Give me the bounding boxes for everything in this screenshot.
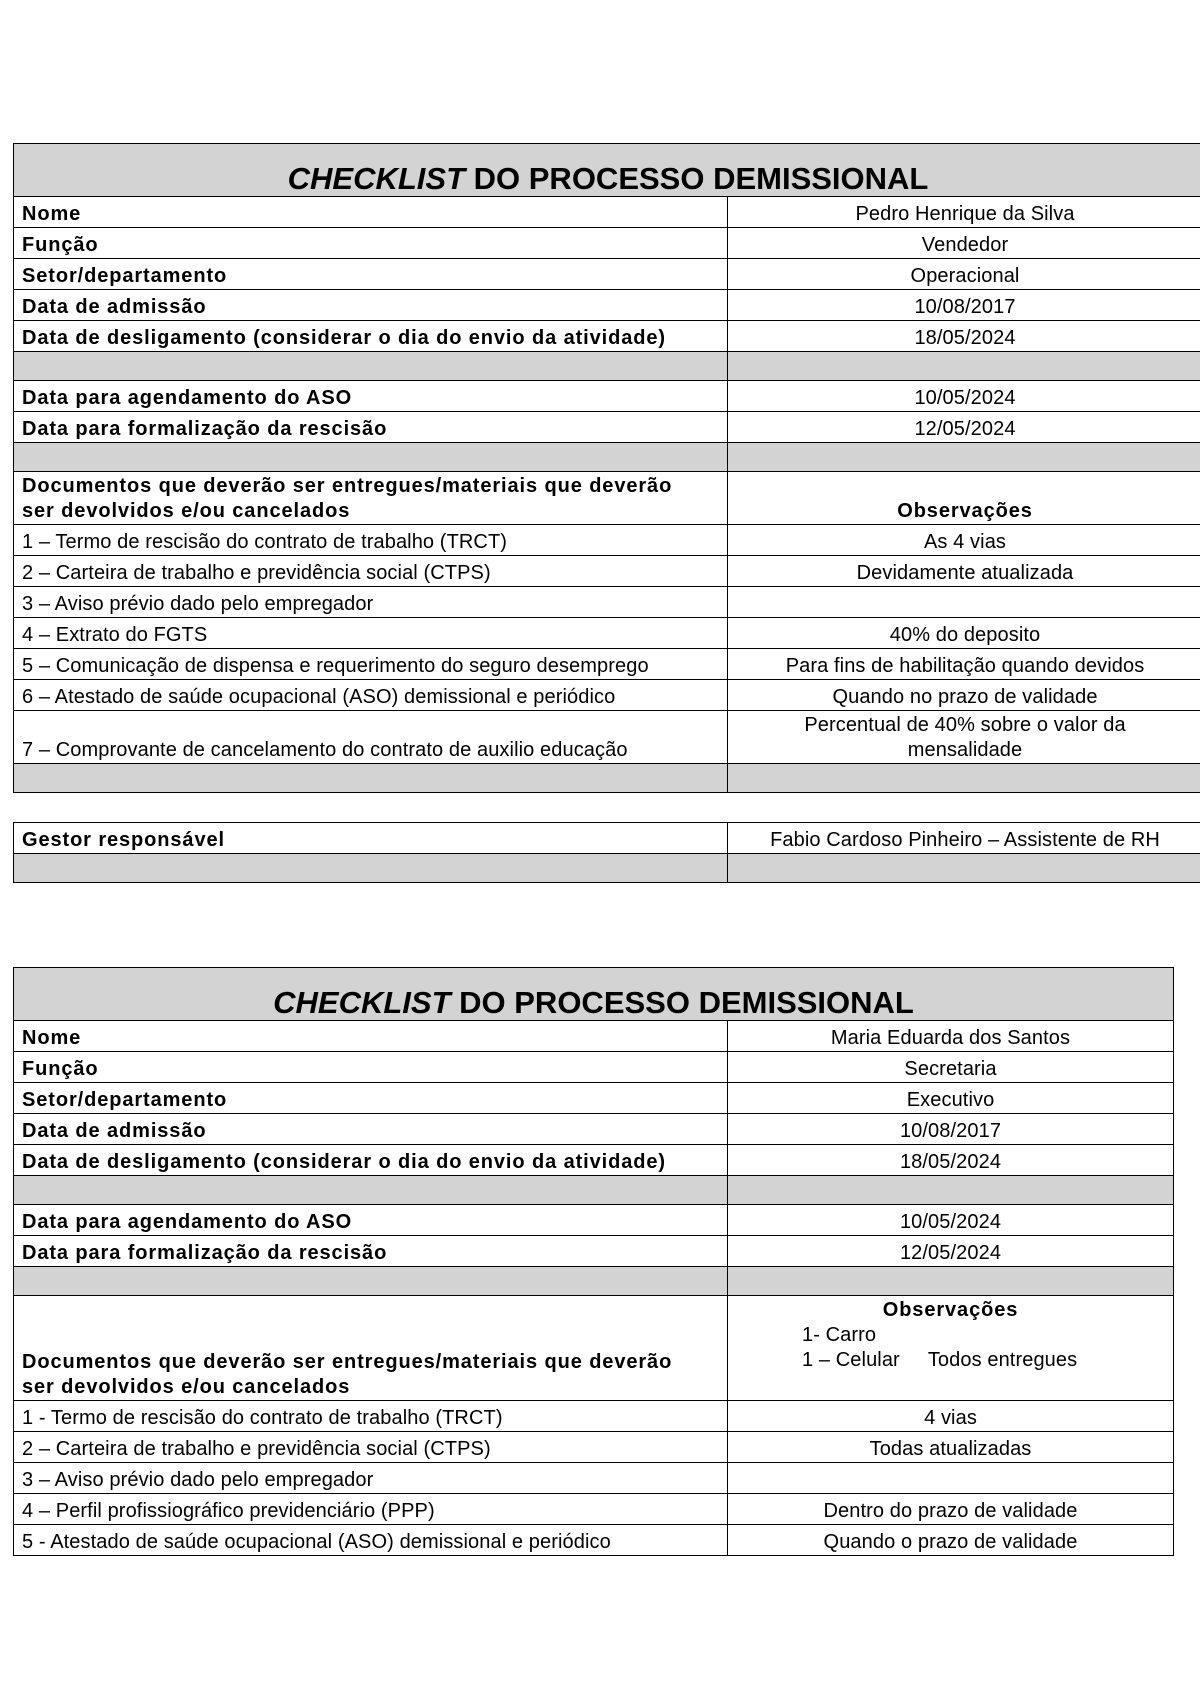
document-row: 3 – Aviso prévio dado pelo empregador xyxy=(14,587,1200,618)
checklist-title: CHECKLIST DO PROCESSO DEMISSIONAL xyxy=(14,968,1174,1021)
document-row: 6 – Atestado de saúde ocupacional (ASO) demissional e periódico Quando no prazo de validade xyxy=(14,680,1200,711)
row-funcao: Função Vendedor xyxy=(14,228,1200,259)
aso-value: 10/05/2024 xyxy=(728,381,1200,412)
documents-header: Documentos que deverão ser entregues/materiais que deverão ser devolvidos e/ou cancelados xyxy=(14,1296,728,1401)
document-row: 4 – Perfil profissiográfico previdenciário (PPP) Dentro do prazo de validade xyxy=(14,1494,1174,1525)
desligamento-value: 18/05/2024 xyxy=(728,1145,1174,1176)
grey-separator-row xyxy=(14,1176,1174,1205)
row-admissao: Data de admissão 10/08/2017 xyxy=(14,1114,1174,1145)
grey-separator-row xyxy=(14,764,1200,793)
document-row: 5 - Atestado de saúde ocupacional (ASO) demissional e periódico Quando o prazo de validade xyxy=(14,1525,1174,1556)
spacer-row xyxy=(14,793,1200,823)
document-row: 2 – Carteira de trabalho e previdência social (CTPS) Todas atualizadas xyxy=(14,1432,1174,1463)
document-row: 4 – Extrato do FGTS 40% do deposito xyxy=(14,618,1200,649)
rescisao-value: 12/05/2024 xyxy=(728,412,1200,443)
grey-separator-row xyxy=(14,443,1200,472)
funcao-value: Secretaria xyxy=(728,1052,1174,1083)
document-row: 3 – Aviso prévio dado pelo empregador xyxy=(14,1463,1174,1494)
row-desligamento: Data de desligamento (considerar o dia do envio da atividade) 18/05/2024 xyxy=(14,321,1200,352)
row-setor: Setor/departamento Executivo xyxy=(14,1083,1174,1114)
checklist-table-2 xyxy=(13,967,1174,1556)
admissao-value: 10/08/2017 xyxy=(728,290,1200,321)
observacoes-box xyxy=(728,1296,1174,1401)
row-rescisao: Data para formalização da rescisão 12/05/2024 xyxy=(14,412,1200,443)
obs-item-celular: 1 – Celular Todos entregues xyxy=(802,1349,1078,1371)
desligamento-value: 18/05/2024 xyxy=(728,321,1200,352)
row-nome: Nome Maria Eduarda dos Santos xyxy=(14,1021,1174,1052)
funcao-value: Vendedor xyxy=(728,228,1200,259)
admissao-value: 10/08/2017 xyxy=(728,1114,1174,1145)
row-funcao: Função Secretaria xyxy=(14,1052,1174,1083)
row-nome: Nome Pedro Henrique da Silva xyxy=(14,197,1200,228)
row-desligamento: Data de desligamento (considerar o dia do envio da atividade) 18/05/2024 xyxy=(14,1145,1174,1176)
nome-value: Pedro Henrique da Silva xyxy=(728,197,1200,228)
documents-header-row xyxy=(14,472,1200,525)
gestor-value: Fabio Cardoso Pinheiro – Assistente de RH xyxy=(728,823,1200,854)
row-rescisao: Data para formalização da rescisão 12/05/2024 xyxy=(14,1236,1174,1267)
row-aso: Data para agendamento do ASO 10/05/2024 xyxy=(14,381,1200,412)
documents-header: Documentos que deverão ser entregues/materiais que deverão ser devolvidos e/ou cancelados xyxy=(14,472,728,525)
grey-separator-row xyxy=(14,352,1200,381)
setor-value: Operacional xyxy=(728,259,1200,290)
document-row: 2 – Carteira de trabalho e previdência social (CTPS) Devidamente atualizada xyxy=(14,556,1200,587)
checklist-title: CHECKLIST DO PROCESSO DEMISSIONAL xyxy=(14,144,1200,197)
document-row: 1 - Termo de rescisão do contrato de trabalho (TRCT) 4 vias xyxy=(14,1401,1174,1432)
row-admissao: Data de admissão 10/08/2017 xyxy=(14,290,1200,321)
rescisao-value: 12/05/2024 xyxy=(728,1236,1174,1267)
row-setor: Setor/departamento Operacional xyxy=(14,259,1200,290)
nome-value: Maria Eduarda dos Santos xyxy=(728,1021,1174,1052)
checklist-table-1 xyxy=(13,143,1200,883)
row-gestor: Gestor responsável Fabio Cardoso Pinheiro – Assistente de RH xyxy=(14,823,1200,854)
grey-separator-row xyxy=(14,854,1200,883)
grey-separator-row xyxy=(14,1267,1174,1296)
document-row: 1 – Termo de rescisão do contrato de trabalho (TRCT) As 4 vias xyxy=(14,525,1200,556)
document-row: 7 – Comprovante de cancelamento do contrato de auxilio educação Percentual de 40% sobre o valor da mensalidade xyxy=(14,711,1200,764)
observacoes-header: Observações xyxy=(882,1299,1019,1321)
aso-value: 10/05/2024 xyxy=(728,1205,1174,1236)
observacoes-header: Observações xyxy=(728,472,1200,525)
obs-item-carro: 1- Carro xyxy=(802,1324,877,1346)
setor-value: Executivo xyxy=(728,1083,1174,1114)
document-row: 5 – Comunicação de dispensa e requerimento do seguro desemprego Para fins de habilitação quando devidos xyxy=(14,649,1200,680)
row-aso: Data para agendamento do ASO 10/05/2024 xyxy=(14,1205,1174,1236)
documents-header-row xyxy=(14,1296,1174,1401)
